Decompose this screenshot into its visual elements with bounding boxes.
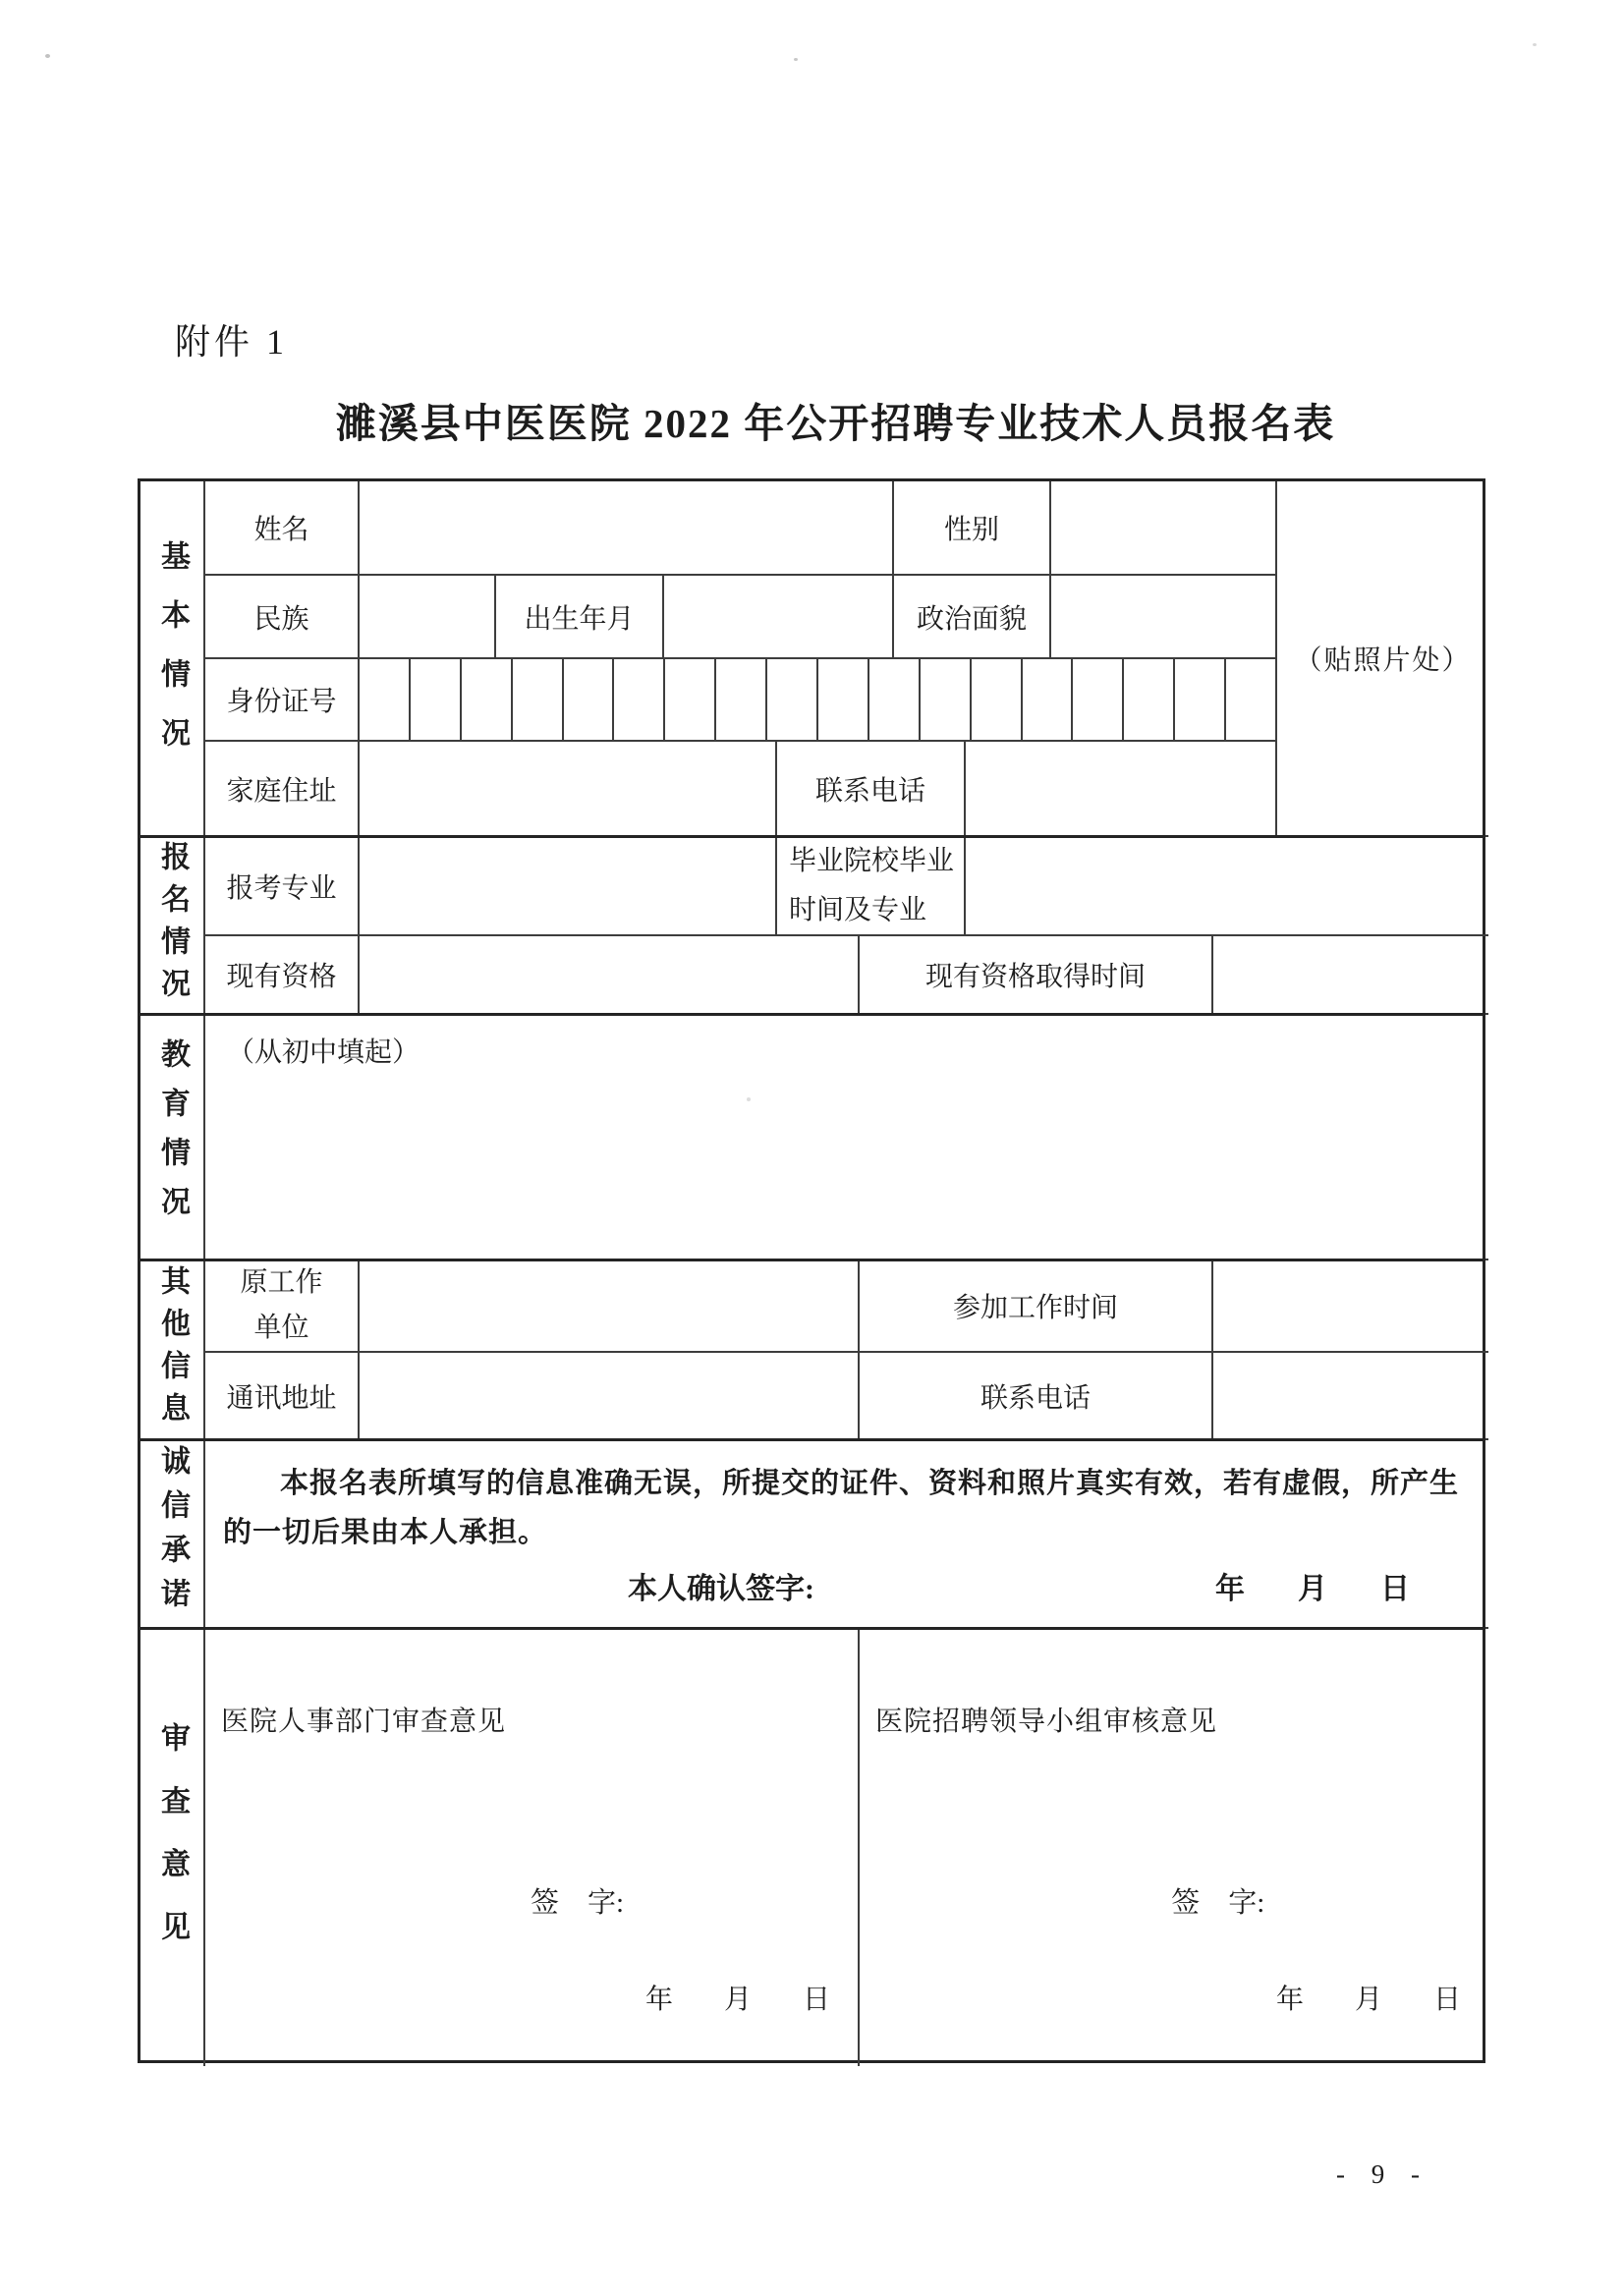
hr-review-sign-label: 签 字: <box>530 1887 624 1919</box>
section-divider <box>138 835 1485 838</box>
id-digit-cell <box>564 659 615 740</box>
page-number: - 9 - <box>1336 2159 1429 2189</box>
work-start-time-value-cell <box>1213 1260 1488 1353</box>
id-digit-cell <box>1023 659 1074 740</box>
qualification-time-label: 现有资格取得时间 <box>860 936 1213 1015</box>
gender-value-cell <box>1051 481 1277 576</box>
current-qualification-value-cell <box>360 936 860 1015</box>
section-header-education: 教育情况 <box>140 1015 205 1260</box>
graduation-school-label-line1: 毕业院校毕业 <box>789 846 955 877</box>
integrity-pledge-cell <box>205 1440 1488 1629</box>
hr-review-cell <box>205 1629 860 2066</box>
birth-date-value-cell <box>664 576 894 659</box>
id-digit-cell <box>1073 659 1124 740</box>
id-digit-cell <box>716 659 767 740</box>
leader-review-date-fields <box>1276 1978 1488 2017</box>
pledge-day-label: 日 <box>1380 1573 1410 1605</box>
pledge-month-label: 月 <box>1298 1573 1327 1605</box>
contact-phone-label: 联系电话 <box>777 742 966 837</box>
contact-phone-value-cell <box>966 742 1277 837</box>
hr-review-date-fields <box>645 1978 858 2017</box>
applied-major-label: 报考专业 <box>205 837 360 936</box>
hr-review-month-label: 月 <box>723 1985 752 2015</box>
scan-artifact <box>45 54 50 58</box>
id-digit-cell <box>767 659 818 740</box>
education-content-cell <box>205 1015 1488 1260</box>
section-divider <box>138 1627 1485 1630</box>
pledge-year-label: 年 <box>1215 1573 1245 1605</box>
former-employer-label <box>205 1260 360 1353</box>
birth-date-label: 出生年月 <box>496 576 664 659</box>
scan-artifact <box>794 58 798 61</box>
leader-review-title: 医院招聘领导小组审核意见 <box>875 1707 1218 1737</box>
section-header-basic-info: 基本情况 <box>140 481 205 837</box>
id-digit-cell <box>1124 659 1175 740</box>
attachment-label: 附件 1 <box>175 322 289 362</box>
former-employer-label-line1: 原工作 <box>240 1267 323 1299</box>
graduation-school-label <box>777 837 966 936</box>
work-start-time-label: 参加工作时间 <box>860 1260 1213 1353</box>
id-digit-cell <box>972 659 1023 740</box>
home-address-label: 家庭住址 <box>205 742 360 837</box>
id-digit-cell <box>869 659 921 740</box>
id-digit-cell <box>1175 659 1226 740</box>
id-digit-cell <box>513 659 564 740</box>
application-form-table <box>138 478 1485 2063</box>
mailing-address-value-cell <box>360 1353 860 1440</box>
section-header-application-info: 报名情况 <box>140 837 205 1015</box>
political-status-value-cell <box>1051 576 1277 659</box>
name-label: 姓名 <box>205 481 360 576</box>
name-value-cell <box>360 481 894 576</box>
leader-review-year-label: 年 <box>1275 1985 1304 2015</box>
section-divider <box>138 1438 1485 1441</box>
section-divider <box>138 1259 1485 1261</box>
qualification-time-value-cell <box>1213 936 1488 1015</box>
id-digit-cell <box>411 659 462 740</box>
id-digit-cell <box>1226 659 1275 740</box>
leader-review-month-label: 月 <box>1354 1985 1382 2015</box>
section-header-review-opinions: 审查意见 <box>140 1629 205 2066</box>
education-note: （从初中填起） <box>227 1037 420 1068</box>
page-title: 濉溪县中医医院 2022 年公开招聘专业技术人员报名表 <box>335 401 1336 446</box>
graduation-school-value-cell <box>966 837 1488 936</box>
other-contact-phone-value-cell <box>1213 1353 1488 1440</box>
home-address-value-cell <box>360 742 777 837</box>
scan-artifact <box>1533 43 1537 46</box>
leader-review-sign-label: 签 字: <box>1171 1887 1265 1919</box>
section-divider <box>138 1013 1485 1016</box>
former-employer-value-cell <box>360 1260 860 1353</box>
ethnicity-value-cell <box>360 576 496 659</box>
id-number-label: 身份证号 <box>205 659 360 742</box>
id-digit-cell <box>818 659 869 740</box>
section-header-other-info: 其他信息 <box>140 1260 205 1440</box>
pledge-date-fields <box>1215 1564 1410 1607</box>
id-digit-cell <box>360 659 411 740</box>
gender-label: 性别 <box>894 481 1051 576</box>
former-employer-label-line2: 单位 <box>253 1313 309 1344</box>
current-qualification-label: 现有资格 <box>205 936 360 1015</box>
id-digit-cell <box>462 659 513 740</box>
id-digit-cell <box>921 659 972 740</box>
id-digit-cell <box>665 659 716 740</box>
hr-review-day-label: 日 <box>802 1985 830 2015</box>
id-number-cells <box>360 659 1277 742</box>
applied-major-value-cell <box>360 837 777 936</box>
leader-review-cell <box>860 1629 1488 2066</box>
photo-placeholder-cell: （贴照片处） <box>1277 481 1488 837</box>
mailing-address-label: 通讯地址 <box>205 1353 360 1440</box>
pledge-statement: 本报名表所填写的信息准确无误，所提交的证件、资料和照片真实有效，若有虚假，所产生的一切后果由本人承担。 <box>223 1468 1460 1548</box>
other-contact-phone-label: 联系电话 <box>860 1353 1213 1440</box>
id-digit-cell <box>614 659 665 740</box>
hr-review-title: 医院人事部门审查意见 <box>221 1707 507 1737</box>
political-status-label: 政治面貌 <box>894 576 1051 659</box>
pledge-sign-label: 本人确认签字: <box>628 1573 814 1605</box>
ethnicity-label: 民族 <box>205 576 360 659</box>
hr-review-year-label: 年 <box>644 1985 673 2015</box>
graduation-school-label-line2: 时间及专业 <box>789 894 927 925</box>
section-header-integrity-pledge: 诚信承诺 <box>140 1440 205 1629</box>
pledge-signature-row <box>205 1564 1488 1607</box>
leader-review-day-label: 日 <box>1432 1985 1461 2015</box>
